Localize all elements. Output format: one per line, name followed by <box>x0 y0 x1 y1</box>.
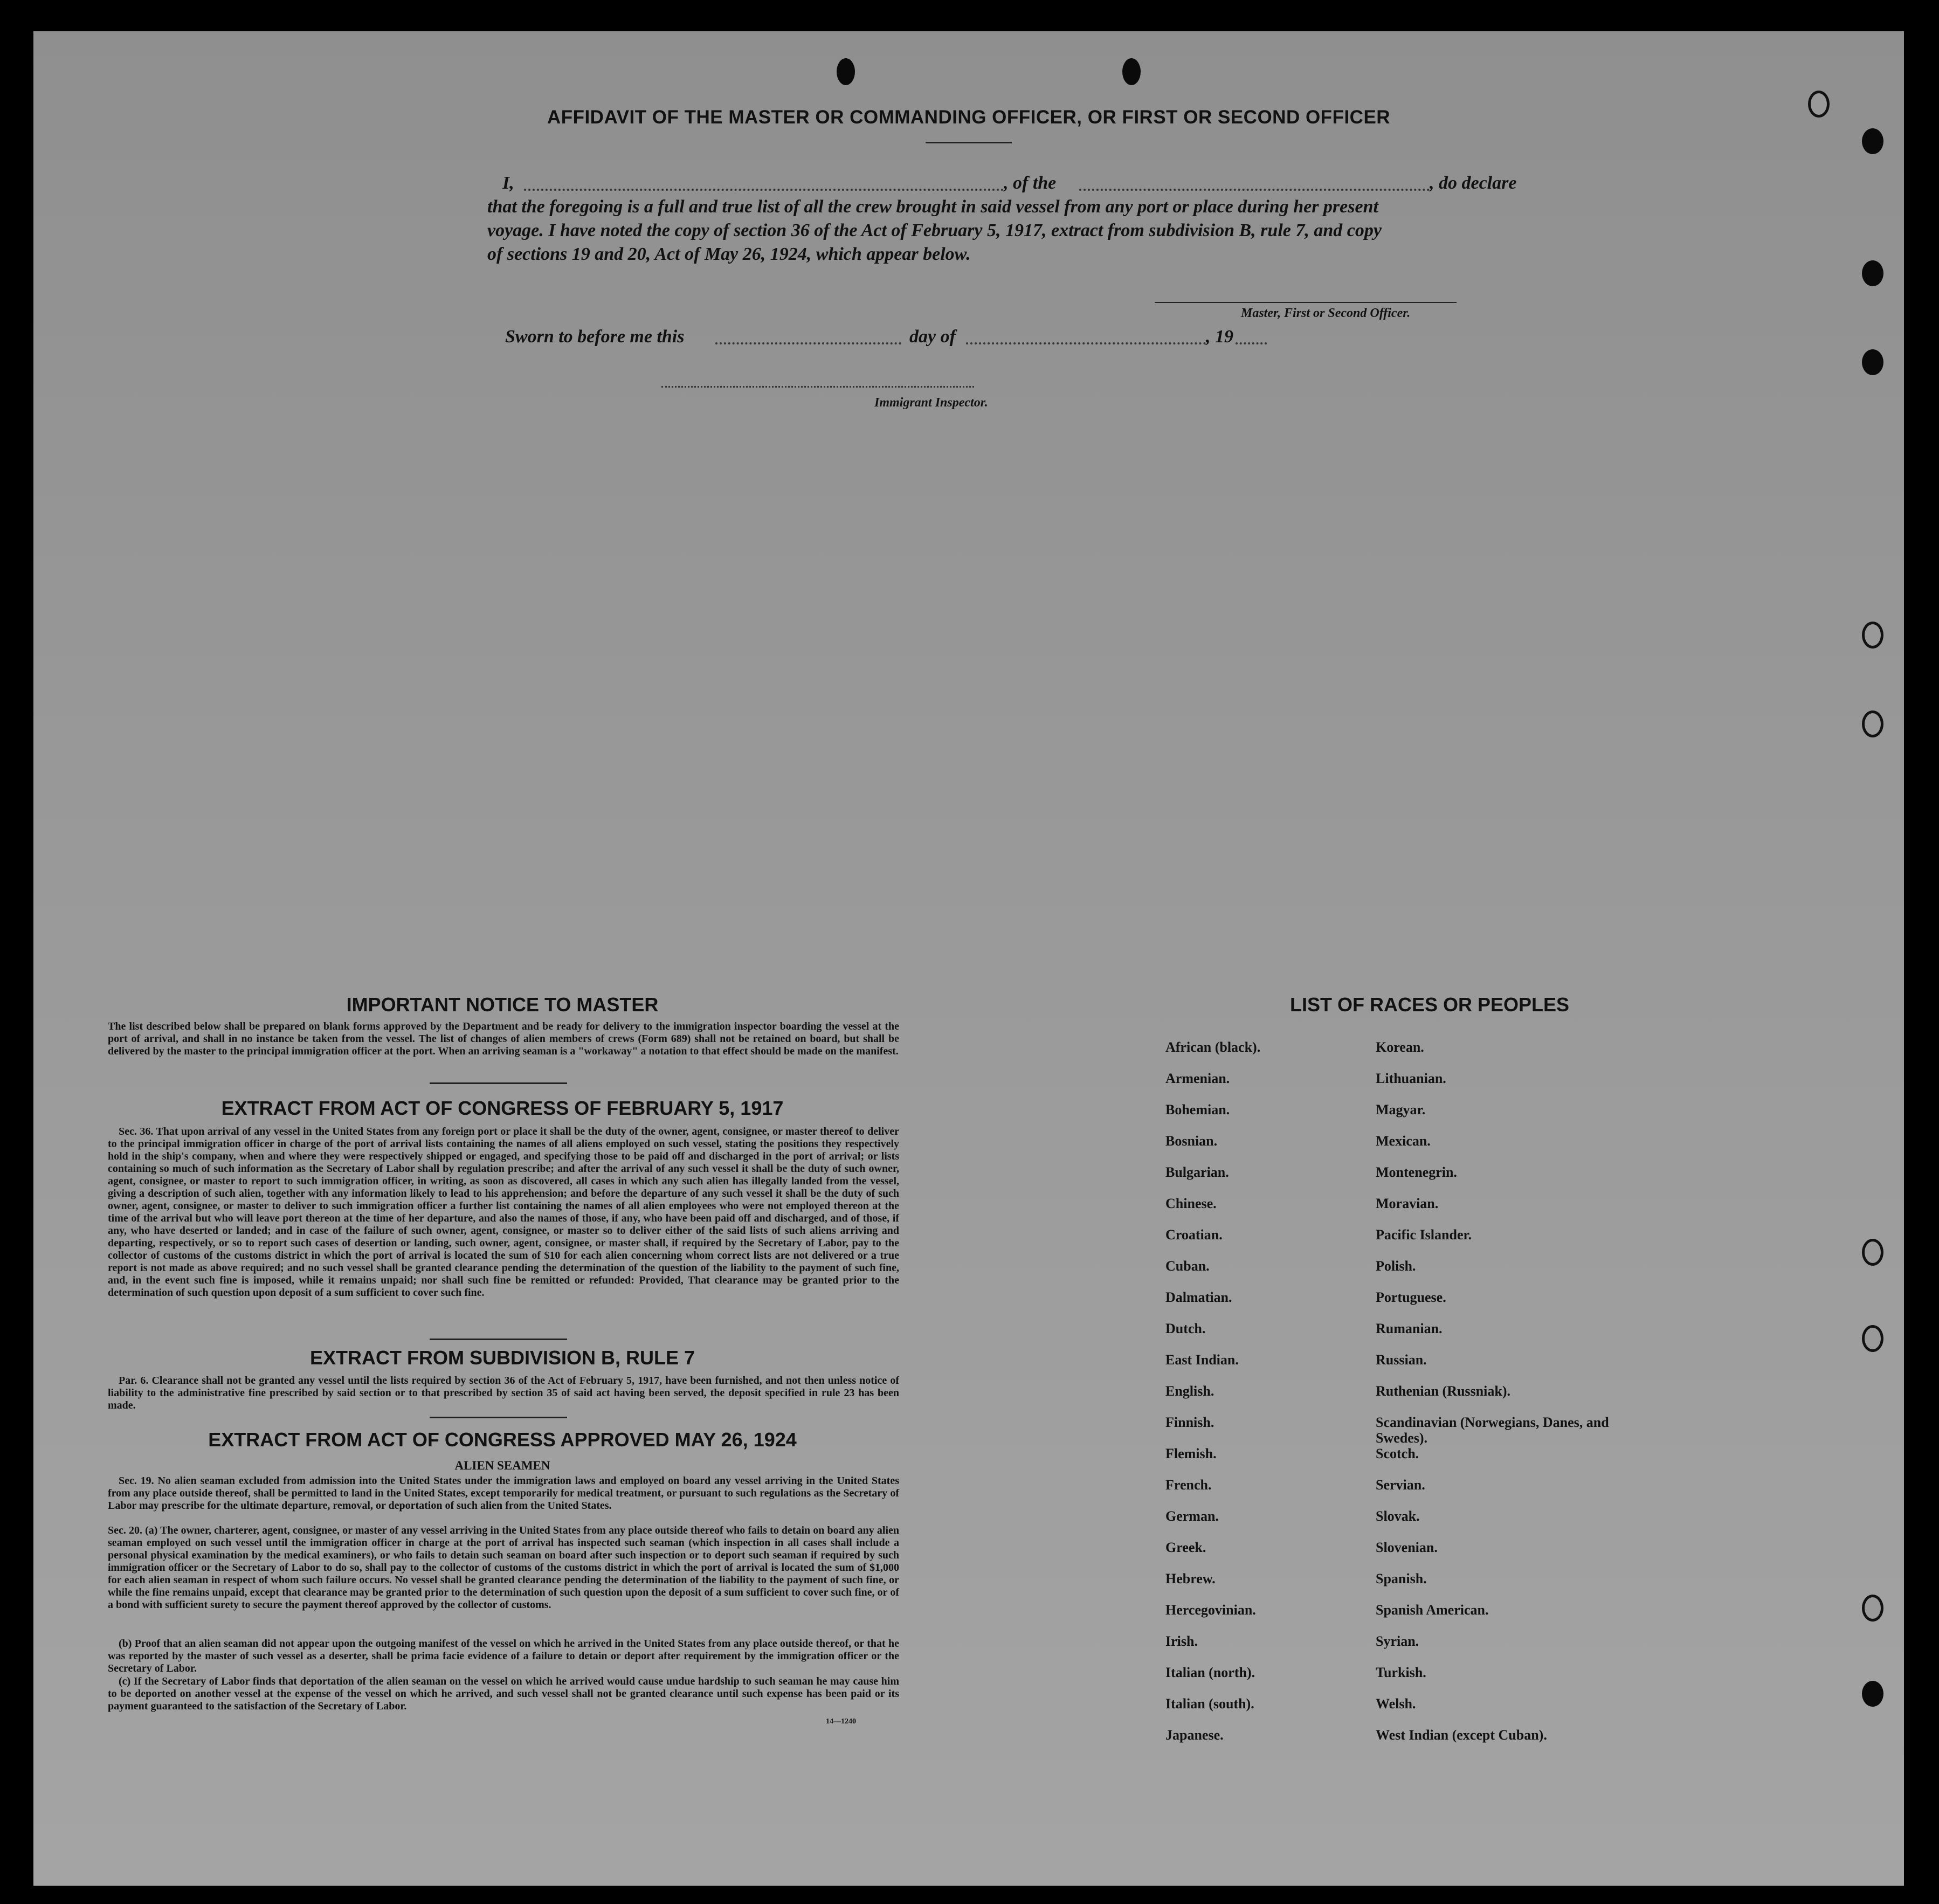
race-item: Dutch. <box>1165 1321 1206 1336</box>
punch-hole <box>1862 1595 1883 1622</box>
race-item: Moravian. <box>1376 1196 1439 1211</box>
punch-hole <box>1862 622 1883 649</box>
race-item: Slovak. <box>1376 1508 1420 1524</box>
race-item: Montenegrin. <box>1376 1164 1457 1180</box>
punch-hole <box>837 58 855 85</box>
declarant-label: I, <box>502 173 514 193</box>
race-item: Mexican. <box>1376 1133 1431 1149</box>
master-signature-line[interactable] <box>1155 302 1457 303</box>
race-item: Greek. <box>1165 1540 1206 1555</box>
race-item: Hebrew. <box>1165 1571 1216 1586</box>
rule-7-text: Par. 6. Clearance shall not be granted any vessel until the lists required by section 36 of the Act of February 5, 1917, have been furnished, and not then unless notice of liability to the administrative fine prescribed by said section or to that prescribed by section 35 of said act having been served, the deposit specified in rule 23 has been made. <box>108 1375 899 1411</box>
race-item: Finnish. <box>1165 1415 1215 1430</box>
inspector-label: Immigrant Inspector. <box>874 396 988 410</box>
sec-20c-text: (c) If the Secretary of Labor finds that deportation of the alien seaman on the vessel on which he arrived would cause undue hardship to such seaman he may cause him to be deported on another vessel at the expense of the vessel on which he arrived, and such vessel shall not be granted clearance until such expense has been paid or its payment guaranteed to the satisfaction of the Secretary of Labor. <box>108 1675 899 1712</box>
race-item: French. <box>1165 1477 1212 1493</box>
extract-1924-title: EXTRACT FROM ACT OF CONGRESS APPROVED MAY 26, 1924 <box>208 1429 797 1451</box>
race-item: German. <box>1165 1508 1219 1524</box>
race-item: West Indian (except Cuban). <box>1376 1727 1547 1743</box>
sworn-day-field[interactable] <box>715 342 901 344</box>
race-item: Spanish. <box>1376 1571 1427 1586</box>
race-item: Lithuanian. <box>1376 1071 1446 1086</box>
notice-text: The list described below shall be prepared on blank forms approved by the Department and be ready for delivery to the immigration inspector boarding the vessel at the port of arrival, and shall in no instance be taken from the vessel. The list of changes of alien members of crews (Form 689) shall not be retained on board, but shall be delivered by the master to the principal immigration officer at the port. When an arriving seaman is a "workaway" a notation to that effect should be made on the manifest. <box>108 1020 899 1057</box>
declaration-line-2: voyage. I have noted the copy of section 36 of the Act of February 5, 1917, extract from subdivision B, rule 7, and copy <box>487 220 1382 240</box>
sworn-label: Sworn to before me this <box>505 327 685 347</box>
form-number: 14—1240 <box>826 1717 856 1726</box>
day-of-label: day of <box>909 327 956 347</box>
race-item: Korean. <box>1376 1039 1424 1055</box>
race-item: Chinese. <box>1165 1196 1217 1211</box>
race-item: Ruthenian (Russniak). <box>1376 1383 1510 1399</box>
affidavit-title: AFFIDAVIT OF THE MASTER OR COMMANDING OFFICER, OR FIRST OR SECOND OFFICER <box>547 107 1391 128</box>
punch-hole <box>1862 1325 1883 1352</box>
punch-hole <box>1862 1239 1883 1266</box>
extract-1917-text: Sec. 36. That upon arrival of any vessel in the United States from any foreign port or place it shall be the duty of the owner, agent, consignee, or master thereof to deliver to the principal immigration officer in charge of the port of arrival lists containing the names of all aliens employed on such vessel, stating the positions they respectively hold in the ship's company, when and where they were respectively shipped or engaged, and specifying those to be paid off and discharged in the port of arrival; or lists containing so much of such information as the Secretary of Labor shall by regulation prescribe; and after the arrival of any such vessel it shall be the duty of such owner, agent, consignee, or master to report to such immigration officer, in writing, as soon as discovered, all cases in which any such alien has illegally landed from the vessel, giving a description of such alien, together with any information likely to lead to his apprehension; and before the departure of any such vessel it shall be the duty of such owner, agent, consignee, or master to deliver to such immigration officer a further list containing the names of all alien employees who were not employed thereon at the time of the arrival but who will leave port thereon at the time of her departure, and also the names of those, if any, who have been paid off and discharged, and of those, if any, who have deserted or landed; and in case of the failure of such owner, agent, consignee, or master so to deliver either of the said lists of such aliens arriving and departing, respectively, or so to report such cases of desertion or landing, such owner, agent, consignee, or master shall, if required by the Secretary of Labor, pay to the collector of customs of the customs district in which the port of arrival is located the sum of $10 for each alien concerning whom correct lists are not delivered or a true report is not made as above required; and no such vessel shall be granted clearance pending the determination of the question of the liability to the payment of such fine, and, in the event such fine is imposed, while it remains unpaid; nor shall such fine be remitted or refunded: Provided, That clearance may be granted prior to the determination of such question upon deposit of a sum sufficient to cover such fine. <box>108 1126 899 1299</box>
punch-hole <box>1862 128 1883 154</box>
sec-20b-text: (b) Proof that an alien seaman did not appear upon the outgoing manifest of the vessel on which he arrived in the United States from any place outside thereof, or that he was reported by the master of such vessel as a deserter, shall be prima facie evidence of a failure to detain or deport after requirement by the immigration officer or the Secretary of Labor. <box>108 1638 899 1674</box>
race-item: Cuban. <box>1165 1258 1210 1274</box>
race-item: Bohemian. <box>1165 1102 1230 1117</box>
inspector-signature-line[interactable] <box>661 386 974 388</box>
race-item: Polish. <box>1376 1258 1416 1274</box>
declaration-line-1: that the foregoing is a full and true list of all the crew brought in said vessel from any port or place during her present <box>487 197 1378 217</box>
document-sheet <box>33 31 1904 1886</box>
divider <box>430 1082 567 1084</box>
race-item: Japanese. <box>1165 1727 1224 1743</box>
race-item: East Indian. <box>1165 1352 1239 1368</box>
punch-hole <box>1862 260 1883 286</box>
sec-19-text: Sec. 19. No alien seaman excluded from admission into the United States under the immigration laws and employed on board any vessel arriving in the United States from any place outside thereof, shall be permitted to land in the United States, except temporarily for medical treatment, or pursuant to such regulations as the Secretary of Labor may prescribe for the ultimate departure, removal, or deportation of such alien from the United States. <box>108 1475 899 1512</box>
race-item: Irish. <box>1165 1633 1198 1649</box>
race-item: Slovenian. <box>1376 1540 1438 1555</box>
race-item: Spanish American. <box>1376 1602 1489 1618</box>
race-item: Pacific Islander. <box>1376 1227 1472 1243</box>
rule-7-title: EXTRACT FROM SUBDIVISION B, RULE 7 <box>309 1347 695 1369</box>
divider <box>430 1417 567 1418</box>
race-item: Servian. <box>1376 1477 1425 1493</box>
punch-hole <box>1862 1681 1883 1707</box>
race-item: Bosnian. <box>1165 1133 1218 1149</box>
divider <box>430 1339 567 1340</box>
race-item: African (black). <box>1165 1039 1261 1055</box>
race-item: Russian. <box>1376 1352 1427 1368</box>
sworn-month-field[interactable] <box>966 342 1206 344</box>
punch-hole <box>1862 349 1883 375</box>
race-item: Croatian. <box>1165 1227 1223 1243</box>
race-item: Rumanian. <box>1376 1321 1443 1336</box>
races-title: LIST OF RACES OR PEOPLES <box>1289 994 1570 1016</box>
race-item: Hercegovinian. <box>1165 1602 1256 1618</box>
notice-title: IMPORTANT NOTICE TO MASTER <box>346 994 659 1016</box>
declarant-name-field[interactable] <box>524 189 1004 191</box>
master-signature-label: Master, First or Second Officer. <box>1241 306 1411 320</box>
race-item: Armenian. <box>1165 1071 1230 1086</box>
race-item: Syrian. <box>1376 1633 1419 1649</box>
extract-1917-title: EXTRACT FROM ACT OF CONGRESS OF FEBRUARY 5, 1917 <box>221 1097 784 1119</box>
declaration-line-3: of sections 19 and 20, Act of May 26, 1924, which appear below. <box>487 244 971 264</box>
race-item: Scotch. <box>1376 1446 1419 1461</box>
year-label: , 19 <box>1206 327 1233 347</box>
race-item: Welsh. <box>1376 1696 1416 1712</box>
race-item: Italian (north). <box>1165 1665 1255 1680</box>
race-item: Dalmatian. <box>1165 1289 1232 1305</box>
punch-hole <box>1122 58 1141 85</box>
race-item: Magyar. <box>1376 1102 1426 1117</box>
of-the-label: , of the <box>1004 173 1057 193</box>
sec-20a-text: Sec. 20. (a) The owner, charterer, agent, consignee, or master of any vessel arriving in the United States from any place outside thereof who fails to detain on board any alien seaman employed on such vessel until the immigration officer in charge at the port of arrival has inspected such seaman (which inspection in all cases shall include a personal physical examination by the medical examiners), or who fails to detain such seaman on board after such inspection or to deport such seaman if required by such immigration officer or the Secretary of Labor to do so, shall pay to the collector of customs of the customs district in which the port of arrival is located the sum of $1,000 for each alien seaman in respect of whom such failure occurs. No vessel shall be granted clearance pending the determination of the liability to the payment of such fine, or while the fine remains unpaid, except that clearance may be granted prior to the determination of such question upon the deposit of a sum sufficient to cover such fine, or of a bond with sufficient surety to secure the payment thereof approved by the collector of customs. <box>108 1524 899 1611</box>
race-item: Flemish. <box>1165 1446 1217 1461</box>
race-item: Bulgarian. <box>1165 1164 1229 1180</box>
sworn-year-field[interactable] <box>1236 342 1267 344</box>
race-item: Italian (south). <box>1165 1696 1254 1712</box>
race-item: Turkish. <box>1376 1665 1426 1680</box>
declare-label: , do declare <box>1430 173 1517 193</box>
race-item: English. <box>1165 1383 1215 1399</box>
race-item: Portuguese. <box>1376 1289 1446 1305</box>
punch-hole <box>1862 710 1883 737</box>
divider <box>926 142 1012 143</box>
vessel-field[interactable] <box>1079 189 1430 191</box>
race-item: Scandinavian (Norwegians, Danes, and Swedes). <box>1376 1415 1609 1446</box>
alien-seamen-subtitle: ALIEN SEAMEN <box>454 1459 550 1472</box>
